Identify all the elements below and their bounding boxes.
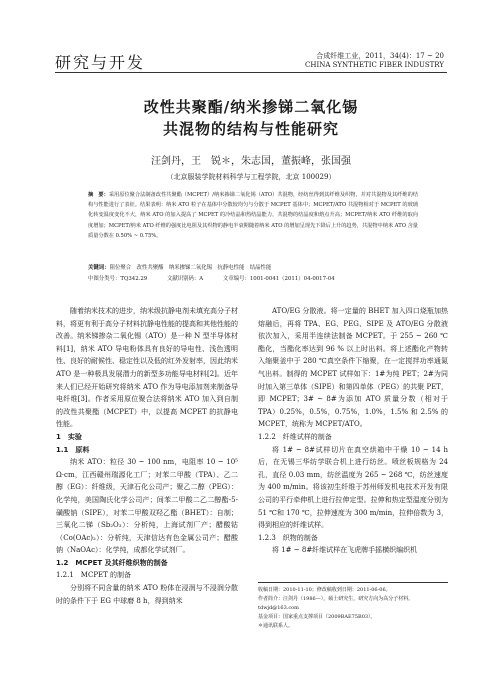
document-code: 文献识别码：A — [166, 276, 204, 282]
right-column — [258, 305, 448, 557]
authors: 汪剑丹，王 锐＊，朱志国，董振峰，张国强 — [151, 156, 351, 167]
subsubsection-heading: 1.2.1 MCPET 的制备 — [56, 571, 132, 580]
subsection-heading: 1.2 MCPET 及其纤维织物的制备 — [56, 558, 168, 567]
paper-title-line2: 共混物的结构与性能研究 — [162, 120, 339, 138]
abstract — [88, 190, 418, 241]
paper-title-line1: 改性共聚酯/纳米掺锑二氧化锡 — [143, 98, 359, 116]
author-bio: 作者简介：汪剑丹（1986—），硕士研究生，研究方向为高分子材料。tdwjd@163.com — [258, 596, 414, 611]
fiber-paragraph: 将 1# ~ 8#试样切片在真空烘箱中干燥 10 ~ 14 h 后，在无锡三华纺学联合机上进行纺丝。喷丝板规格为 24 孔，直径 0.03 mm，纺丝温度为 265 ~ 268 ℃，纺丝速度为 400 m/min。将该初生纤维于苏州师发机电技术开发有限公司的平行牵伸机上进行拉伸定型。拉伸和热定型温度分别为 51 ℃和 170 ℃，拉伸速度为 300 m/min，拉伸倍数为 3，得到相应的纤维试样。 — [258, 445, 448, 530]
keywords-label: 关键词： — [88, 265, 110, 271]
subsection-heading: 1.1 原料 — [56, 445, 90, 454]
intro-paragraph: 随着纳米技术的进步，纳米级抗静电剂未填充高分子材料，将更有利于高分子材料抗静电性能的提高和其他性能的改善。纳米锑掺杂二氧化锡（ATO）是一种 N 型半导体材料[1]，纳米 ATO 导电粉体具有良好的导电性、浅色透明性、良好的耐候性、稳定性以及低的红外发射率，因此纳米 ATO 是一种极具发展潜力的新型多功能导电材料[2]。近年来人们已经开始研究将纳米 ATO 作为导电添加剂来制备导电纤维[3]。作者采用原位聚合法将纳米 ATO 加入到自制的改性共聚酯（MCPET）中，以提高 MCPET 的抗静电性能。 — [56, 307, 238, 429]
journal-citation: 合成纤维工业，2011，34(4)：17 ~ 20 — [316, 52, 444, 60]
received-date: 收稿日期：2010-11-10；修改稿收到日期：2011-06-06。 — [258, 587, 391, 593]
keywords — [88, 263, 418, 271]
affiliation: （北京服装学院材料科学与工程学院，北京 100029） — [166, 173, 336, 181]
classification — [88, 274, 418, 282]
section-title: 研究与开发 — [55, 53, 146, 72]
journal-info — [305, 52, 444, 70]
page-header — [0, 28, 502, 76]
method-paragraph: ATO/EG 分散液。将一定量的 BHET 加入四口烧瓶加热熔融后，再将 TPA、EG、PEG、SIPE 及 ATO/EG 分散液依次加入，采用半连续法制备 MCPET。于 255 ~ 260 ℃酯化，当酯化率达到 96 % 以上时出料。将上述酯化产物转入缩聚釜中于 280 ℃真空条件下缩聚，在一定搅拌功率通氮气出料。制得的 MCPET 试样如下：1#为纯 PET；2#为同时加入第三单体（SIPE）和第四单体（PEG）的共聚 PET，即 MCPET；3# ~ 8#为添加 ATO 质量分数（相对于 TPA）0.25%，0.5%，0.75%，1.0%，1.5% 和 2.5% 的 MCPET，统称为 MCPET/ATO。 — [258, 307, 448, 429]
section-heading: 1 实验 — [56, 432, 82, 441]
abstract-text: 采用原位聚合法制备改性共聚酯（MCPET）/纳米掺锑二氧化锡（ATO）共混物，经纺丝得到其纤维及织物，并对共混物及其纤维的结构与性能进行了表征。结果表明：纳米 ATO 粒子在基体中分散较均匀与分散于 MCPET 基体中；MCPET/ATO 共混物相对于 MCPET 的玻璃化转变温度变化不大，纳米 ATO 的加入提高了 MCPET 的冷结晶和热结晶能力，共混物的结晶度和熔点升高；MCPET/纳米 ATO 纤维的取向度增加；MCPET/纳米 ATO 纤维的强度比电阻及其织物的静电半衰期随着纳米 ATO 的增加呈现先下降后上升的趋势，共混物中纳米 ATO 含量质量分数在 0.50% ~ 0.75%。 — [88, 192, 418, 239]
article-number: 文章编号：1001-0041（2011）04-0017-04 — [222, 276, 335, 282]
corresponding-note: ＊通讯联系人。 — [258, 623, 294, 629]
fabric-paragraph: 将 1# ~ 8#纤维试样在飞虎牌手摇横织编织机 — [272, 546, 418, 555]
keywords-text: 阻位聚合 改性共聚酯 纳米掺锑二氧化锡 抗静电性能 结晶性能 — [109, 265, 272, 271]
left-column — [56, 305, 238, 607]
subsubsection-heading: 1.2.2 纤维试样的制备 — [258, 432, 332, 441]
materials-paragraph: 纳米 ATO：粒径 30 ~ 100 nm，电阻率 10 ~ 10⁵ Ω·cm，江西赣州瑞源化工厂；对苯二甲酸（TPA）、乙二醇（EG）：纤维级，天津石化公司产；聚乙二醇（PEG）：化学纯，美国陶氏化学公司产；间苯二甲酸二乙二醇酯-5-磺酸钠（SIPE），对苯二甲酸双羟乙酯（BHET）：自制；三氧化二锑（Sb₂O₃）：分析纯，上海试剂厂产；醋酸钴（Co(OAc)₂）：分析纯，天津信达有色金属公司产；醋酸钠（NaOAc）：化学纯，成都化学试剂厂。 — [56, 458, 238, 555]
subsubsection-heading: 1.2.3 织物的制备 — [258, 533, 318, 542]
journal-name: CHINA SYNTHETIC FIBER INDUSTRY — [305, 61, 444, 69]
header-rule — [55, 72, 447, 73]
abstract-label: 摘 要： — [88, 192, 109, 198]
clc-number: 中图分类号：TQ342.29 — [88, 276, 148, 282]
preparation-paragraph: 分别将不同含量的纳米 ATO 粉体在浸润与不浸润分散时的条件下于 EG 中球磨 8 h，得到纳米 — [56, 584, 238, 605]
footnote — [258, 582, 448, 631]
fund-info: 基金项目：国家重点支撑项目（2009BAE75B03）。 — [258, 614, 376, 620]
